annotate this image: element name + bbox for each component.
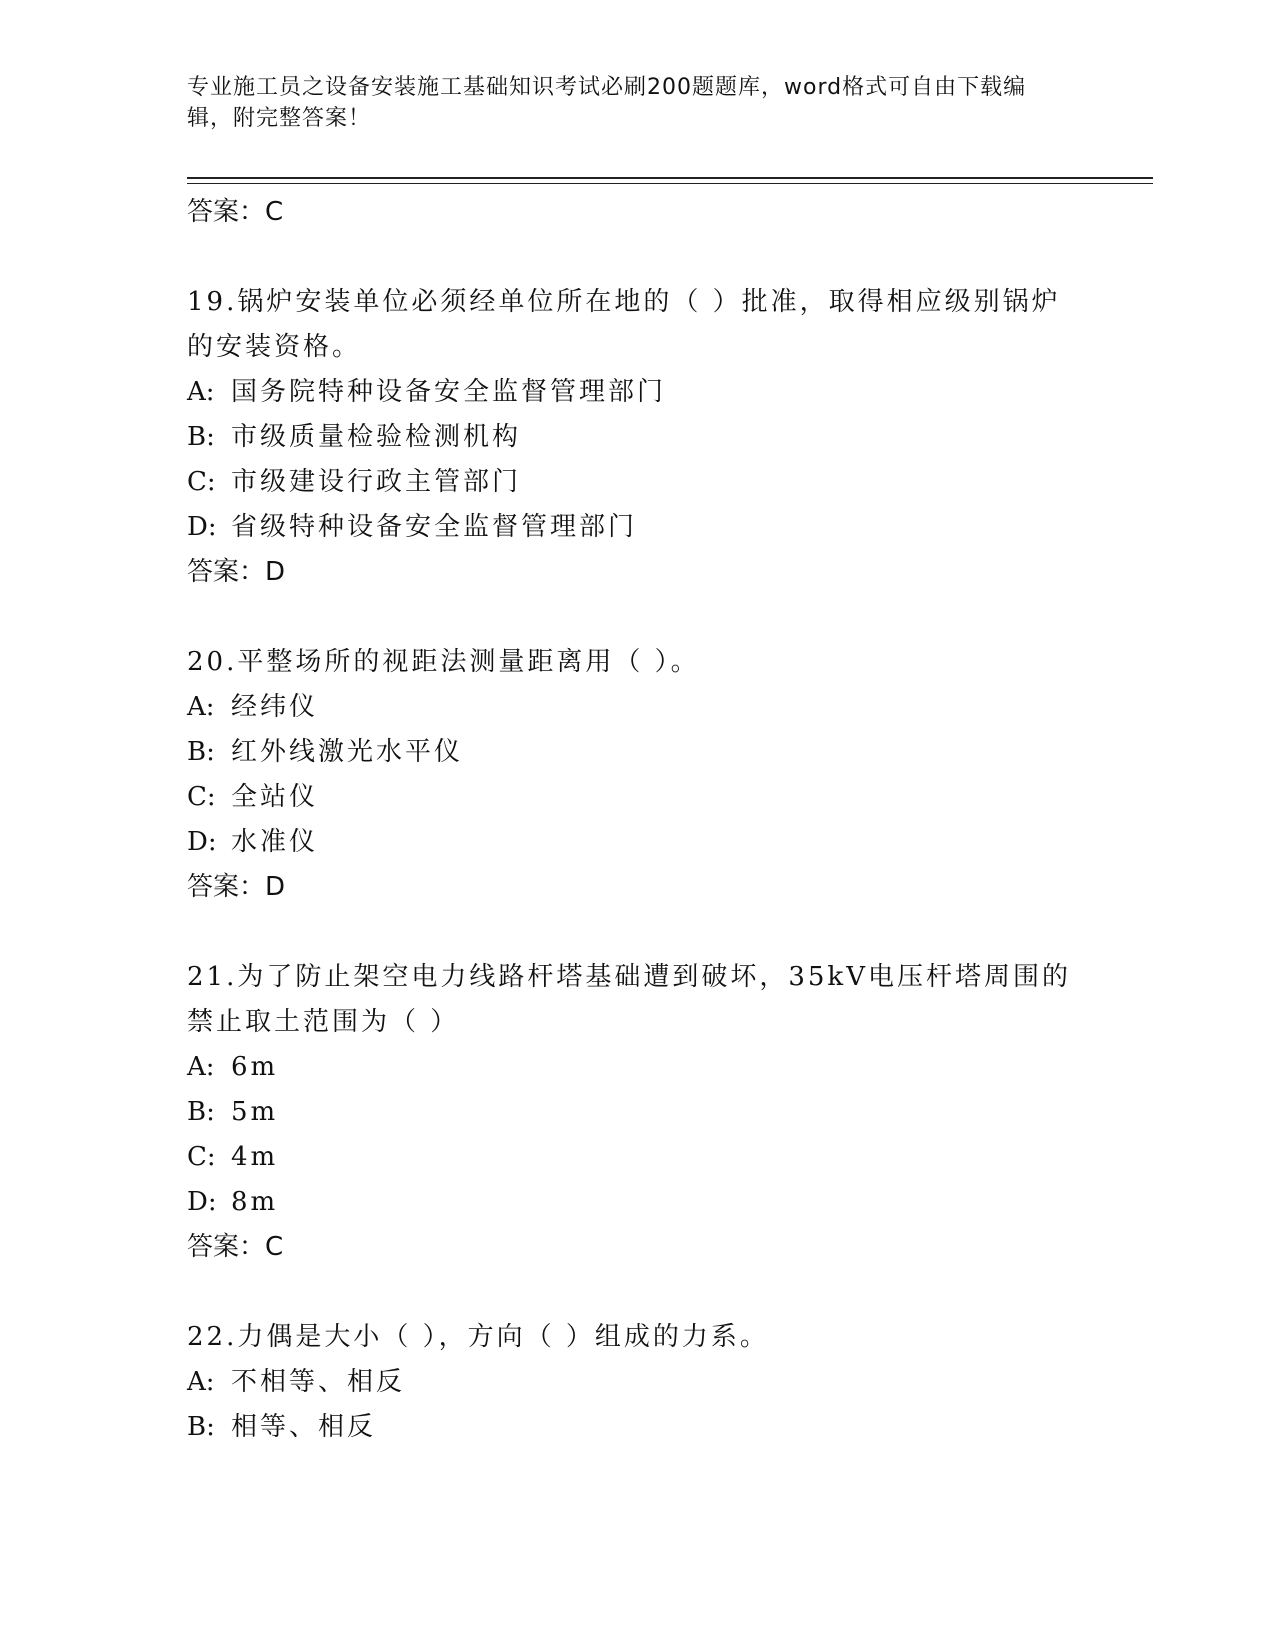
option-a	[187, 370, 1087, 415]
option-label: D:	[187, 512, 217, 542]
option-text: 水准仪	[231, 827, 319, 857]
answer-line	[187, 550, 1087, 595]
option-text: 省级特种设备安全监督管理部门	[231, 512, 638, 542]
option-label: C:	[187, 1142, 216, 1172]
option-text: 市级建设行政主管部门	[231, 467, 522, 497]
option-label: A:	[187, 1052, 215, 1082]
question-21	[187, 955, 1087, 1270]
answer-prefix: 答案：	[187, 197, 266, 227]
option-text: 相等、相反	[231, 1412, 377, 1442]
question-19	[187, 280, 1087, 595]
option-label: D:	[187, 827, 217, 857]
option-b	[187, 1405, 1087, 1450]
answer-prefix: 答案：	[187, 872, 266, 902]
question-stem: 20.平整场所的视距法测量距离用（ ）。	[187, 647, 700, 677]
question-list	[187, 190, 1087, 1450]
option-text: 红外线激光水平仪	[231, 737, 464, 767]
answer-line	[187, 865, 1087, 910]
option-label: C:	[187, 782, 216, 812]
answer-value: C	[265, 197, 284, 227]
question-stem: 22.力偶是大小（ ），方向（ ）组成的力系。	[187, 1322, 769, 1352]
option-a	[187, 1045, 1087, 1090]
option-d	[187, 505, 1087, 550]
answer-value: D	[265, 872, 286, 902]
option-text: 经纬仪	[231, 692, 319, 722]
option-b	[187, 730, 1087, 775]
option-label: D:	[187, 1187, 217, 1217]
option-b	[187, 415, 1087, 460]
option-d	[187, 1180, 1087, 1225]
question-22	[187, 1315, 1087, 1450]
option-text: 6m	[231, 1052, 279, 1082]
option-a	[187, 685, 1087, 730]
answer-value: C	[265, 1232, 284, 1262]
option-label: B:	[187, 422, 215, 452]
option-a	[187, 1360, 1087, 1405]
option-label: A:	[187, 692, 215, 722]
question-stem: 19.锅炉安装单位必须经单位所在地的（ ）批准，取得相应级别锅炉的安装资格。	[187, 287, 1061, 362]
option-text: 全站仪	[231, 782, 319, 812]
answer-value: D	[265, 557, 286, 587]
option-b	[187, 1090, 1087, 1135]
option-text: 国务院特种设备安全监督管理部门	[231, 377, 667, 407]
header-divider	[187, 177, 1153, 184]
option-text: 8m	[231, 1187, 279, 1217]
option-label: B:	[187, 1412, 215, 1442]
option-label: A:	[187, 377, 215, 407]
answer-line	[187, 190, 1087, 235]
option-text: 4m	[231, 1142, 279, 1172]
question-20	[187, 640, 1087, 910]
option-d	[187, 820, 1087, 865]
option-text: 5m	[231, 1097, 279, 1127]
option-label: B:	[187, 737, 215, 767]
option-c	[187, 775, 1087, 820]
document-header: 专业施工员之设备安装施工基础知识考试必刷200题题库，word格式可自由下载编辑，附完整答案！	[187, 75, 1027, 131]
question-stem: 21.为了防止架空电力线路杆塔基础遭到破坏，35kV电压杆塔周围的禁止取土范围为（ ）	[187, 962, 1071, 1037]
option-text: 市级质量检验检测机构	[231, 422, 522, 452]
answer-line	[187, 1225, 1087, 1270]
option-label: B:	[187, 1097, 215, 1127]
option-c	[187, 1135, 1087, 1180]
option-label: A:	[187, 1367, 215, 1397]
answer-prefix: 答案：	[187, 557, 266, 587]
option-label: C:	[187, 467, 216, 497]
answer-prefix: 答案：	[187, 1232, 266, 1262]
option-text: 不相等、相反	[231, 1367, 406, 1397]
option-c	[187, 460, 1087, 505]
